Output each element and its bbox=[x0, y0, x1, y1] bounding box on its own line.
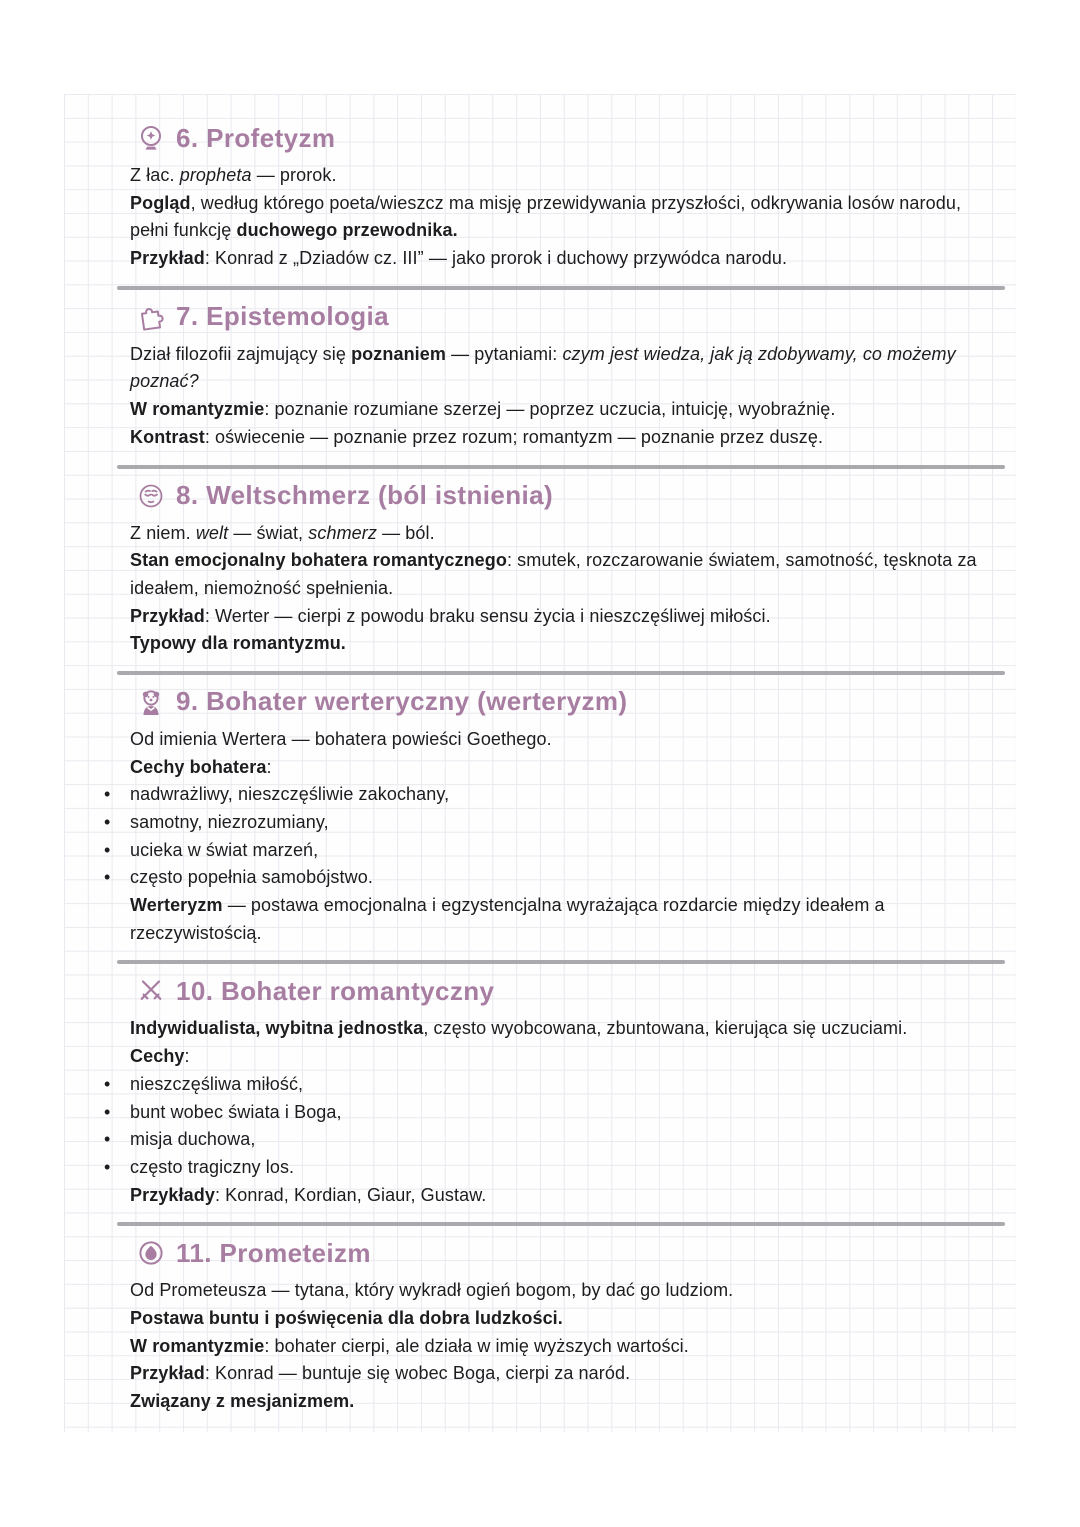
list-item bbox=[104, 809, 1012, 837]
notes-page bbox=[64, 94, 1016, 1432]
text-line bbox=[130, 1388, 1012, 1416]
text-line bbox=[130, 424, 1012, 452]
text-segment: Przykład bbox=[130, 248, 205, 269]
list-item bbox=[104, 864, 1012, 892]
text-segment: Kontrast bbox=[130, 426, 205, 447]
section-bohater-romantyczny bbox=[104, 973, 1012, 1209]
text-segment: Od Prometeusza — tytana, który wykradł ogień bogom, by dać go ludziom. bbox=[130, 1280, 734, 1301]
pensive-face-icon bbox=[137, 482, 165, 510]
text-segment: Dział filozofii zajmujący się bbox=[130, 343, 352, 364]
text-segment: : bbox=[266, 756, 272, 777]
text-segment: bunt wobec świata i Boga, bbox=[130, 1101, 342, 1122]
text-segment: Cechy bohatera bbox=[130, 756, 267, 777]
text-line bbox=[130, 341, 1012, 369]
text-segment: : poznanie rozumiane szerzej — poprzez uczucia, intuicję, wyobraźnię. bbox=[264, 399, 836, 420]
section-bohater-werteryczny bbox=[104, 684, 1012, 948]
bullet-dot: • bbox=[104, 1073, 111, 1094]
text-segment: Postawa buntu i poświęcenia dla dobra ludzkości. bbox=[130, 1307, 563, 1328]
text-line bbox=[130, 630, 1012, 658]
text-segment: : oświecenie — poznanie przez rozum; romantyzm — poznanie przez duszę. bbox=[204, 426, 824, 447]
text-segment: — prorok. bbox=[251, 165, 337, 185]
section-heading bbox=[137, 1235, 1012, 1271]
list-item bbox=[104, 1126, 1012, 1154]
text-segment: schmerz bbox=[308, 522, 377, 543]
section-divider bbox=[117, 671, 1005, 675]
text-segment: samotny, niezrozumiany, bbox=[130, 812, 329, 832]
text-segment: Z łac. bbox=[130, 165, 180, 185]
text-line bbox=[130, 754, 1012, 782]
section-divider bbox=[117, 1222, 1005, 1226]
section-heading bbox=[137, 684, 1012, 720]
section-epistemologia bbox=[130, 299, 1012, 452]
notes-content bbox=[104, 120, 1012, 1416]
text-segment: : bbox=[184, 1046, 190, 1067]
text-segment: — pytaniami: bbox=[446, 343, 563, 364]
section-prometeizm bbox=[130, 1235, 1012, 1415]
bullet-dot: • bbox=[104, 1101, 111, 1122]
text-segment: Z niem. bbox=[130, 522, 196, 543]
text-segment: Cechy bbox=[130, 1046, 185, 1067]
list-item bbox=[104, 1154, 1012, 1182]
text-line bbox=[130, 726, 1012, 754]
text-segment: Przykład bbox=[130, 605, 205, 626]
section-divider bbox=[117, 286, 1005, 290]
text-segment: — świat, bbox=[228, 522, 309, 543]
text-segment: Stan emocjonalny bohatera romantycznego bbox=[130, 550, 507, 571]
section-profetyzm bbox=[130, 120, 1012, 273]
text-segment: nadwrażliwy, nieszczęśliwie zakochany, bbox=[130, 784, 450, 805]
section-heading bbox=[137, 120, 1012, 156]
text-segment: W romantyzmie bbox=[130, 1335, 265, 1356]
text-line bbox=[130, 603, 1012, 631]
bullet-dot: • bbox=[104, 1156, 111, 1177]
text-segment: : Konrad z „Dziadów cz. III” — jako prorok i duchowy przywódca narodu. bbox=[204, 248, 788, 269]
text-line bbox=[130, 1333, 1012, 1361]
text-segment: , według którego poeta/wieszcz ma misję przewidywania przyszłości, odkrywania losów narodu, bbox=[190, 192, 962, 213]
text-line bbox=[130, 245, 1012, 273]
section-divider bbox=[117, 465, 1005, 469]
text-segment: ucieka w świat marzeń, bbox=[130, 839, 319, 860]
text-segment: Pogląd bbox=[130, 192, 191, 213]
text-line bbox=[130, 520, 1012, 548]
section-title: 7. Epistemologia bbox=[176, 301, 390, 332]
bullet-dot: • bbox=[104, 812, 111, 832]
section-title: 8. Weltschmerz (ból istnienia) bbox=[176, 480, 554, 510]
section-title: 6. Profetyzm bbox=[176, 122, 336, 153]
text-segment: Przykład bbox=[130, 1363, 205, 1384]
text-line bbox=[130, 1182, 1012, 1210]
bullet-dot: • bbox=[104, 1129, 111, 1150]
text-segment: — postawa emocjonalna i egzystencjalna wyrażająca rozdarcie między ideałem a bbox=[222, 895, 885, 916]
text-line bbox=[130, 1015, 1012, 1043]
bullet-dot: • bbox=[104, 839, 111, 860]
section-weltschmerz bbox=[130, 478, 1012, 658]
text-line bbox=[130, 1277, 1012, 1305]
section-heading bbox=[137, 299, 1012, 335]
text-segment: często popełnia samobójstwo. bbox=[130, 867, 373, 888]
text-segment: rzeczywistością. bbox=[130, 922, 262, 943]
text-segment: poznać? bbox=[130, 371, 199, 392]
text-segment: pełni funkcję bbox=[130, 220, 237, 241]
list-item bbox=[104, 781, 1012, 809]
crystal-ball-icon bbox=[137, 124, 165, 152]
text-segment: Werteryzm bbox=[130, 895, 223, 916]
text-segment: : Konrad, Kordian, Giaur, Gustaw. bbox=[214, 1184, 487, 1205]
text-line bbox=[130, 162, 1012, 190]
text-segment: propheta bbox=[179, 165, 252, 185]
bullet-dot: • bbox=[104, 784, 111, 805]
text-segment: Przykłady bbox=[130, 1184, 215, 1205]
text-segment: Związany z mesjanizmem. bbox=[130, 1391, 355, 1411]
text-segment: W romantyzmie bbox=[130, 399, 265, 420]
bullet-dot: • bbox=[104, 867, 111, 888]
text-segment: duchowego przewodnika. bbox=[236, 220, 458, 241]
section-title: 9. Bohater werteryczny (werteryzm) bbox=[176, 686, 628, 717]
section-title: 11. Prometeizm bbox=[176, 1237, 371, 1268]
text-line bbox=[130, 396, 1012, 424]
text-line bbox=[130, 547, 1012, 575]
text-segment: poznaniem bbox=[351, 343, 446, 364]
text-line bbox=[130, 368, 1012, 396]
text-segment: : Konrad — buntuje się wobec Boga, cierpi za naród. bbox=[204, 1363, 631, 1384]
text-segment: czym jest wiedza, jak ją zdobywamy, co możemy bbox=[562, 343, 956, 364]
teddy-bear-icon bbox=[137, 688, 165, 716]
section-heading bbox=[137, 973, 1012, 1009]
text-line bbox=[130, 1043, 1012, 1071]
crossed-swords-icon bbox=[137, 977, 165, 1005]
text-segment: ideałem, niemożność spełnienia. bbox=[130, 577, 394, 598]
text-segment: welt bbox=[195, 522, 229, 543]
section-heading bbox=[137, 478, 1012, 514]
text-segment: często tragiczny los. bbox=[130, 1156, 295, 1177]
text-segment: : Werter — cierpi z powodu braku sensu życia i nieszczęśliwej miłości. bbox=[204, 605, 771, 626]
list-item bbox=[104, 837, 1012, 865]
text-line bbox=[130, 190, 1012, 218]
list-item bbox=[104, 1071, 1012, 1099]
section-divider bbox=[117, 960, 1005, 964]
puzzle-icon bbox=[137, 303, 165, 331]
list-item bbox=[104, 1099, 1012, 1127]
text-segment: Typowy dla romantyzmu. bbox=[130, 633, 346, 654]
text-line bbox=[130, 892, 1012, 920]
text-segment: Od imienia Wertera — bohatera powieści Goethego. bbox=[130, 728, 552, 749]
text-line bbox=[130, 575, 1012, 603]
text-segment: , często wyobcowana, zbuntowana, kierująca się uczuciami. bbox=[423, 1018, 908, 1039]
text-segment: misja duchowa, bbox=[130, 1129, 256, 1150]
text-segment: nieszczęśliwa miłość, bbox=[130, 1073, 304, 1094]
section-title: 10. Bohater romantyczny bbox=[176, 975, 495, 1006]
text-segment: : bohater cierpi, ale działa w imię wyższych wartości. bbox=[264, 1335, 689, 1356]
text-line bbox=[130, 920, 1012, 948]
text-line bbox=[130, 1305, 1012, 1333]
text-segment: : smutek, rozczarowanie światem, samotność, tęsknota za bbox=[506, 550, 977, 571]
text-segment: — ból. bbox=[376, 522, 435, 543]
text-line bbox=[130, 1360, 1012, 1388]
fire-icon bbox=[137, 1239, 165, 1267]
text-segment: Indywidualista, wybitna jednostka bbox=[130, 1018, 424, 1039]
text-line bbox=[130, 217, 1012, 245]
